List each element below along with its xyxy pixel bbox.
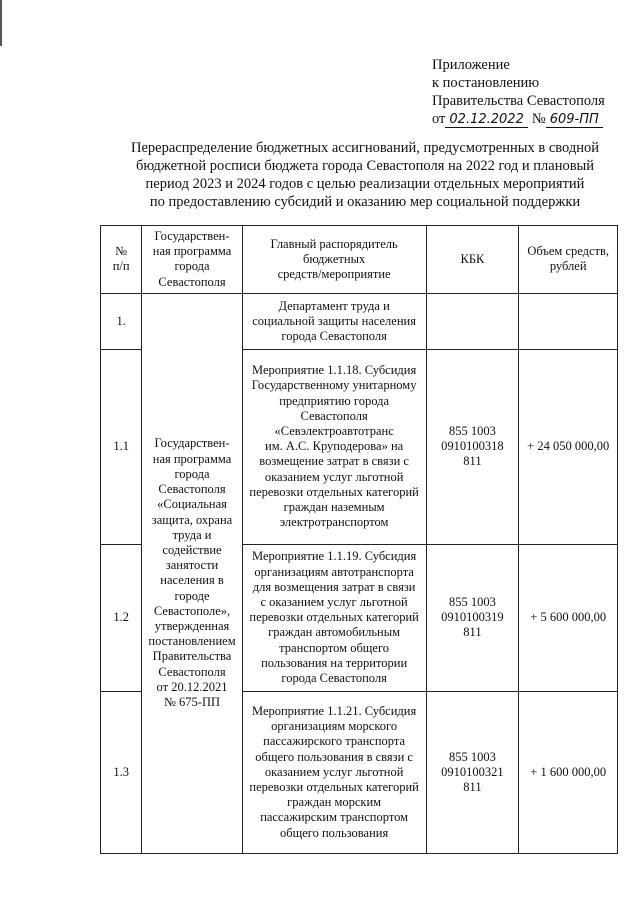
table-header-row — [101, 226, 618, 294]
row-manager: Департамент труда и социальной защиты населения города Севастополя — [242, 293, 426, 349]
row-kbk: 855 1003 0910100319 811 — [426, 544, 519, 691]
row-num: 1.1 — [101, 349, 142, 544]
number-prefix: № — [531, 111, 546, 127]
row-amount: + 5 600 000,00 — [519, 544, 618, 691]
row-manager: Мероприятие 1.1.21. Субсидия организациям морского пассажирского транспорта общего пользования в связи с оказанием услуг льготной перевозки отдельных категорий граждан морским пассажирским транспортом общего пользования — [242, 691, 426, 853]
appendix-line-3: Правительства Севастополя — [432, 93, 605, 109]
header-manager: Главный распорядитель бюджетных средств/мероприятие — [242, 226, 426, 294]
scan-edge-mark — [0, 0, 2, 46]
program-cell: Государствен- ная программа города Севастополя «Социальная защита, охрана труда и содействие занятости населения в городе Севастополе», утвержденная постановлением Правительства Севастополя от 20.12.2021 № 675-ПП — [142, 293, 242, 853]
table-row — [101, 293, 618, 349]
row-amount: + 1 600 000,00 — [519, 691, 618, 853]
handwritten-date: 02.12.2022 — [445, 112, 527, 128]
row-kbk: 855 1003 0910100321 811 — [426, 691, 519, 853]
date-prefix: от — [432, 111, 446, 127]
row-num: 1.2 — [101, 544, 142, 691]
row-kbk — [426, 293, 519, 349]
row-kbk: 855 1003 0910100318 811 — [426, 349, 519, 544]
handwritten-number: 609-ПП — [546, 112, 603, 128]
row-amount: + 24 050 000,00 — [519, 349, 618, 544]
row-manager: Мероприятие 1.1.19. Субсидия организациям автотранспорта для возмещения затрат в связи с оказанием услуг льготной перевозки отдельных категорий граждан автомобильным транспортом общего пользования на территории города Севастополя — [242, 544, 426, 691]
appendix-date-row — [432, 110, 607, 128]
row-manager: Мероприятие 1.1.18. Субсидия Государственному унитарному предприятию города Севастополя «Севэлектроавтотранс им. А.С. Круподерова» на возмещение затрат в связи с оказанием услуг льготной перевозки отдельных категорий граждан наземным электротранспортом — [242, 349, 426, 544]
document-title: Перераспределение бюджетных ассигнований, предусмотренных в сводной бюджетной росписи бюджета города Севастополя на 2022 год и плановый период 2023 и 2024 годов с целью реализации отдельных мероприятий по предоставлению субсидий и оказанию мер социальной поддержки — [130, 140, 600, 210]
appendix-line-2: к постановлению — [432, 75, 540, 91]
row-amount — [519, 293, 618, 349]
header-kbk: КБК — [426, 226, 519, 294]
header-program: Государствен- ная программа города Севастополя — [142, 226, 242, 294]
row-num: 1. — [101, 293, 142, 349]
header-num: № п/п — [101, 226, 142, 294]
appendix-line-1: Приложение — [432, 57, 510, 73]
row-num: 1.3 — [101, 691, 142, 853]
allocation-table — [100, 225, 618, 854]
appendix-block — [432, 56, 607, 128]
header-amount: Объем средств, рублей — [519, 226, 618, 294]
